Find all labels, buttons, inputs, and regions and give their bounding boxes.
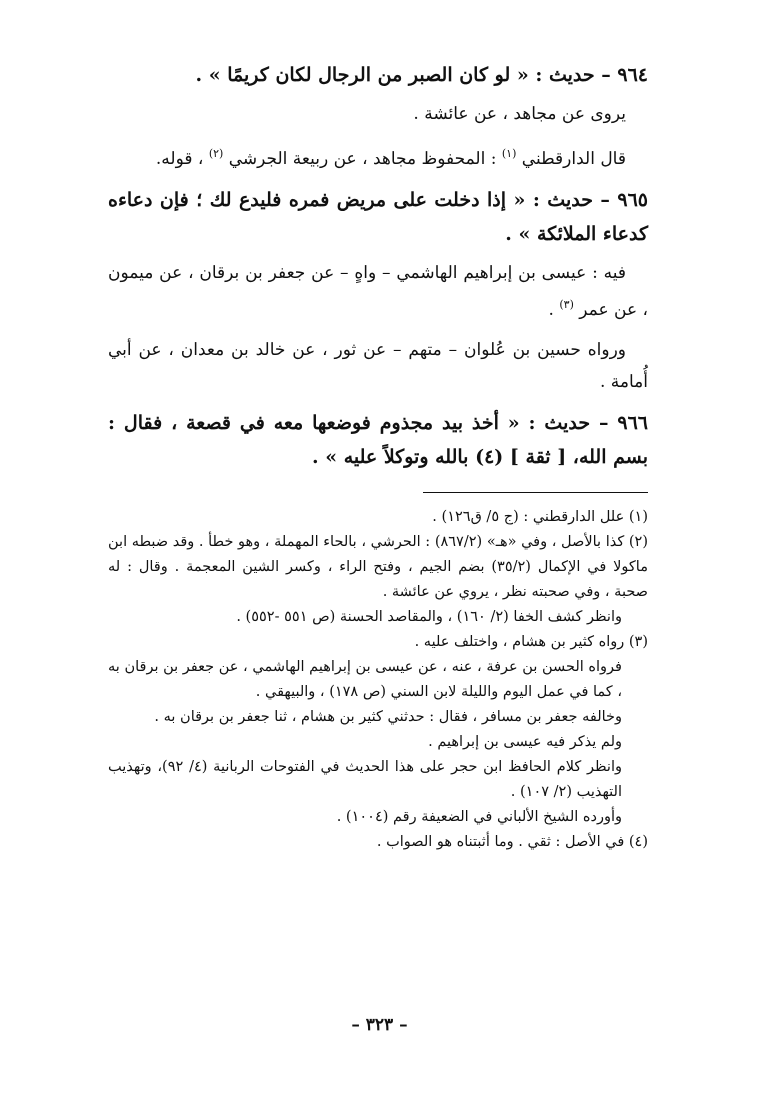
footnote-ref: (٣) [559, 298, 574, 311]
footnote-line: (٣) رواه كثير بن هشام ، واختلف عليه . [414, 634, 648, 650]
paragraph-text: ، قوله. [155, 149, 209, 169]
paragraph-text: : المحفوظ مجاهد ، عن ربيعة الجرشي [223, 149, 502, 169]
hadith-heading: ٩٦٤ – حديث : « لو كان الصبر من الرجال لكان كريمًا » . [195, 64, 648, 86]
footnote-ref: (١) [501, 147, 517, 160]
hadith-paragraph [108, 257, 648, 326]
footnote-line: (٤) في الأصل : ثقي . وما أثبتناه هو الصواب . [376, 834, 648, 850]
paragraph-text: فيه : عيسى بن إبراهيم الهاشمي – واهٍ – عن جعفر بن برقان ، عن ميمون ، عن عمر [108, 263, 648, 320]
footnotes [108, 505, 648, 855]
footnote-line: وأورده الشيخ الألباني في الضعيفة رقم (١٠٠٤) . [336, 809, 622, 825]
footnote-ref: (٢) [208, 147, 224, 160]
hadith-paragraph [108, 98, 648, 130]
paragraph-text: . [548, 300, 560, 320]
footnote-separator-wrap [108, 480, 648, 505]
footnote-line: وانظر كشف الخفا (٢/ ١٦٠) ، والمقاصد الحسنة (ص ٥٥١ -٥٥٢) . [236, 609, 622, 625]
paragraph-text: ورواه حسين بن عُلوان – متهم – عن ثور ، عن خالد بن معدان ، عن أبي أُمامة . [108, 340, 648, 392]
footnote-line: (٢) كذا بالأصل ، وفي «هـ» (٨٦٧/٢) : الحرشي ، بالحاء المهملة ، وهو خطأ . وقد ضبطه ابن ماكولا في الإكمال (٣٥/٢) بضم الجيم ، وفتح الراء ، وكسر الشين المعجمة . وقال : له صحبة ، وفي صحبته نظر ، يروي عن عائشة . [108, 534, 648, 600]
hadith-heading: ٩٦٦ – حديث : « أخذ بيد مجذوم فوضعها معه في قصعة ، فقال : بسم الله، [ ثقة ] (٤) بالله وتوكلاً عليه » . [108, 412, 648, 468]
footnote-line: ولم يذكر فيه عيسى بن إبراهيم . [428, 734, 622, 750]
footnote-line: وانظر كلام الحافظ ابن حجر على هذا الحديث في الفتوحات الربانية (٤/ ٩٢)، وتهذيب التهذيب (٢/ ١٠٧) . [108, 759, 622, 800]
hadith-paragraph [108, 334, 648, 398]
footnote-line: (١) علل الدارقطني : (ج ٥/ ق١٢٦) . [432, 509, 648, 525]
hadith-heading: ٩٦٥ – حديث : « إذا دخلت على مريض فمره فليدع لك ؛ فإن دعاءه كدعاء الملائكة » . [108, 189, 648, 245]
paragraph-text: يروى عن مجاهد ، عن عائشة . [413, 104, 626, 124]
footnote-line: فرواه الحسن بن عرفة ، عنه ، عن عيسى بن إبراهيم الهاشمي ، عن جعفر بن برقان به ، كما في عمل اليوم والليلة لابن السني (ص ١٧٨) ، والبيهقي . [108, 659, 622, 700]
hadith-list [108, 58, 648, 474]
hadith-paragraph [108, 138, 648, 175]
page-body [108, 58, 648, 855]
footnote-separator [423, 492, 648, 493]
footnote-line: وخالفه جعفر بن مسافر ، فقال : حدثني كثير بن هشام ، ثنا جعفر بن برقان به . [154, 709, 622, 725]
page-number: – ٣٢٣ – [351, 1015, 408, 1035]
paragraph-text: قال الدارقطني [516, 149, 626, 169]
